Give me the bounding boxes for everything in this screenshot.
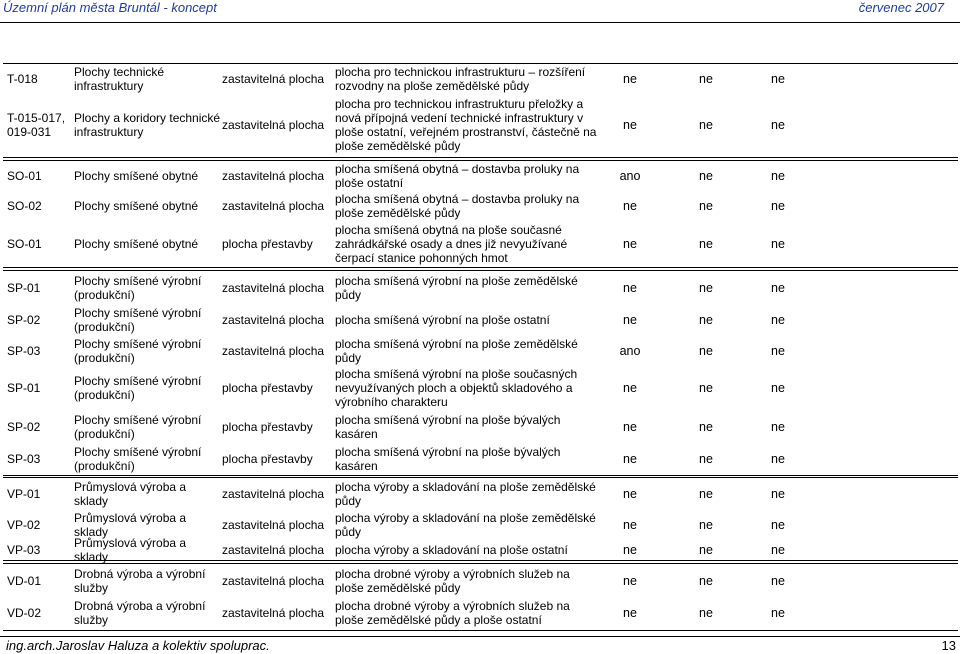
table-row [3, 410, 958, 443]
row-type: Průmyslová výroba a sklady [74, 510, 187, 539]
row-flag-1: ne [623, 419, 637, 434]
row-description: plocha smíšená výrobní na ploše zemědělské půdy [335, 336, 578, 365]
row-flag-1: ne [623, 573, 637, 588]
document-date: červenec 2007 [858, 0, 944, 15]
row-description: plocha smíšená obytná – dostavba proluky na ploše ostatní [335, 162, 580, 190]
row-description: plocha smíšená výrobní na ploše ostatní [335, 312, 550, 327]
row-type: Plochy smíšené obytné [74, 169, 199, 183]
page-number: 13 [941, 638, 956, 653]
row-description: plocha smíšená výrobní na ploše současných nevyužívaných ploch a objektů skladového a výrobního charakteru [335, 367, 578, 409]
row-status: zastavitelná plocha [222, 118, 325, 132]
table-group-industrial [3, 477, 958, 564]
row-code: T-015-017, 019-031 [7, 111, 66, 139]
table-row [3, 94, 958, 156]
row-description: plocha smíšená výrobní na ploše bývalých kasáren [335, 412, 561, 441]
row-flag-2: ne [699, 236, 713, 251]
row-description: plocha smíšená obytná na ploše současné zahrádkářské osady a dnes již nevyužívané čerpací stanice pohonných hmot [335, 222, 568, 265]
row-code: SP-03 [7, 451, 41, 466]
row-code: VP-01 [7, 486, 41, 501]
row-description: plocha smíšená výrobní na ploše zemědělské půdy [335, 273, 578, 302]
row-type: Průmyslová výroba a sklady [74, 535, 187, 564]
row-flag-1: ne [623, 542, 637, 557]
row-flag-2: ne [699, 573, 713, 588]
table-row [3, 443, 958, 474]
row-type: Plochy smíšené obytné [74, 199, 199, 213]
table-row [3, 64, 958, 94]
row-flag-2: ne [699, 517, 713, 532]
row-flag-1: ne [623, 236, 637, 251]
row-flag-1: ne [623, 312, 637, 327]
row-type: Průmyslová výroba a sklady [74, 479, 187, 508]
row-flag-3: ne [771, 486, 785, 501]
row-flag-3: ne [771, 72, 785, 86]
row-description: plocha pro technickou infrastrukturu – rozšíření rozvodny na ploše zemědělské půdy [335, 65, 586, 93]
row-flag-1: ne [623, 486, 637, 501]
row-code: VD-02 [7, 606, 42, 620]
table-row [3, 535, 958, 564]
row-status: zastavitelná plocha [222, 606, 325, 620]
table-row [3, 191, 958, 221]
row-flag-3: ne [771, 381, 785, 395]
row-code: SO-01 [7, 169, 42, 183]
row-status: plocha přestavby [222, 381, 313, 395]
row-type: Plochy a koridory technické infrastruktury [74, 111, 221, 139]
row-type: Plochy smíšené výrobní (produkční) [74, 305, 202, 334]
row-status: zastavitelná plocha [222, 169, 325, 183]
row-flag-2: ne [699, 606, 713, 620]
row-flag-3: ne [771, 542, 785, 557]
row-flag-1: ne [623, 451, 637, 466]
page-header [0, 0, 960, 23]
row-description: plocha smíšená obytná – dostavba proluky na ploše zemědělské půdy [335, 192, 580, 220]
table-group-technical [3, 63, 958, 158]
row-flag-2: ne [699, 312, 713, 327]
row-status: zastavitelná plocha [222, 542, 325, 557]
row-flag-1: ne [623, 381, 637, 395]
row-flag-3: ne [771, 451, 785, 466]
row-code: SP-03 [7, 343, 41, 358]
row-flag-1: ano [619, 343, 641, 358]
row-description: plocha drobné výroby a výrobních služeb na ploše zemědělské půdy a ploše ostatní [335, 599, 570, 627]
table-row [3, 564, 958, 597]
row-flag-2: ne [699, 118, 713, 132]
row-flag-1: ne [623, 606, 637, 620]
document-title: Územní plán města Bruntál - koncept [3, 0, 217, 15]
table-row [3, 271, 958, 304]
row-code: VP-02 [7, 517, 41, 532]
row-flag-2: ne [699, 486, 713, 501]
row-flag-3: ne [771, 419, 785, 434]
row-description: plocha výroby a skladování na ploše zemědělské půdy [335, 510, 596, 539]
row-flag-2: ne [699, 343, 713, 358]
row-flag-1: ano [619, 169, 641, 183]
row-flag-2: ne [699, 381, 713, 395]
row-type: Drobná výroba a výrobní služby [74, 599, 206, 627]
row-flag-3: ne [771, 199, 785, 213]
row-flag-3: ne [771, 312, 785, 327]
row-type: Plochy smíšené výrobní (produkční) [74, 444, 202, 473]
row-status: zastavitelná plocha [222, 199, 325, 213]
row-description: plocha drobné výroby a výrobních služeb na ploše zemědělské půdy [335, 566, 570, 595]
row-type: Plochy smíšené obytné [74, 236, 199, 251]
row-flag-2: ne [699, 451, 713, 466]
row-flag-3: ne [771, 573, 785, 588]
page-footer [0, 636, 960, 654]
row-code: SO-01 [7, 236, 42, 251]
row-type: Plochy smíšené výrobní (produkční) [74, 374, 202, 402]
row-code: T-018 [7, 72, 38, 86]
row-flag-3: ne [771, 118, 785, 132]
table-group-small-production [3, 563, 958, 631]
row-code: SP-01 [7, 280, 41, 295]
author-credit: ing.arch.Jaroslav Haluza a kolektiv spoluprac. [6, 638, 270, 653]
row-description: plocha výroby a skladování na ploše zemědělské půdy [335, 479, 596, 508]
table-row [3, 597, 958, 629]
row-flag-3: ne [771, 343, 785, 358]
row-code: VP-03 [7, 542, 41, 557]
row-status: zastavitelná plocha [222, 573, 325, 588]
table-row [3, 304, 958, 335]
row-flag-2: ne [699, 542, 713, 557]
table-row [3, 161, 958, 191]
row-description: plocha smíšená výrobní na ploše bývalých kasáren [335, 444, 561, 473]
row-flag-3: ne [771, 280, 785, 295]
row-code: SP-02 [7, 312, 41, 327]
row-flag-3: ne [771, 236, 785, 251]
row-status: zastavitelná plocha [222, 517, 325, 532]
row-flag-2: ne [699, 419, 713, 434]
row-flag-2: ne [699, 169, 713, 183]
row-status: zastavitelná plocha [222, 312, 325, 327]
row-status: zastavitelná plocha [222, 72, 325, 86]
row-type: Plochy smíšené výrobní (produkční) [74, 412, 202, 441]
row-type: Plochy technické infrastruktury [74, 65, 165, 93]
table-row [3, 478, 958, 509]
row-flag-2: ne [699, 72, 713, 86]
row-type: Plochy smíšené výrobní (produkční) [74, 273, 202, 302]
row-flag-3: ne [771, 517, 785, 532]
row-flag-3: ne [771, 606, 785, 620]
table-row [3, 221, 958, 266]
row-flag-2: ne [699, 199, 713, 213]
row-status: zastavitelná plocha [222, 280, 325, 295]
row-flag-1: ne [623, 199, 637, 213]
row-description: plocha výroby a skladování na ploše ostatní [335, 542, 568, 557]
row-flag-1: ne [623, 72, 637, 86]
row-code: SP-02 [7, 419, 41, 434]
row-flag-1: ne [623, 280, 637, 295]
table-row [3, 366, 958, 410]
table-row [3, 335, 958, 366]
row-flag-1: ne [623, 118, 637, 132]
row-flag-1: ne [623, 517, 637, 532]
row-status: plocha přestavby [222, 419, 313, 434]
row-code: VD-01 [7, 573, 42, 588]
row-status: plocha přestavby [222, 236, 313, 251]
row-code: SO-02 [7, 199, 42, 213]
row-code: SP-01 [7, 381, 41, 395]
row-status: zastavitelná plocha [222, 486, 325, 501]
row-flag-3: ne [771, 169, 785, 183]
row-type: Plochy smíšené výrobní (produkční) [74, 336, 202, 365]
table-group-production [3, 270, 958, 476]
row-type: Drobná výroba a výrobní služby [74, 566, 206, 595]
row-status: plocha přestavby [222, 451, 313, 466]
row-description: plocha pro technickou infrastrukturu přeložky a nová přípojná vedení technické infrastruktury v ploše ostatní, veřejném prostranství, částečně na ploše zemědělské půdy [335, 97, 597, 153]
table-group-residential [3, 160, 958, 268]
row-flag-2: ne [699, 280, 713, 295]
row-status: zastavitelná plocha [222, 343, 325, 358]
